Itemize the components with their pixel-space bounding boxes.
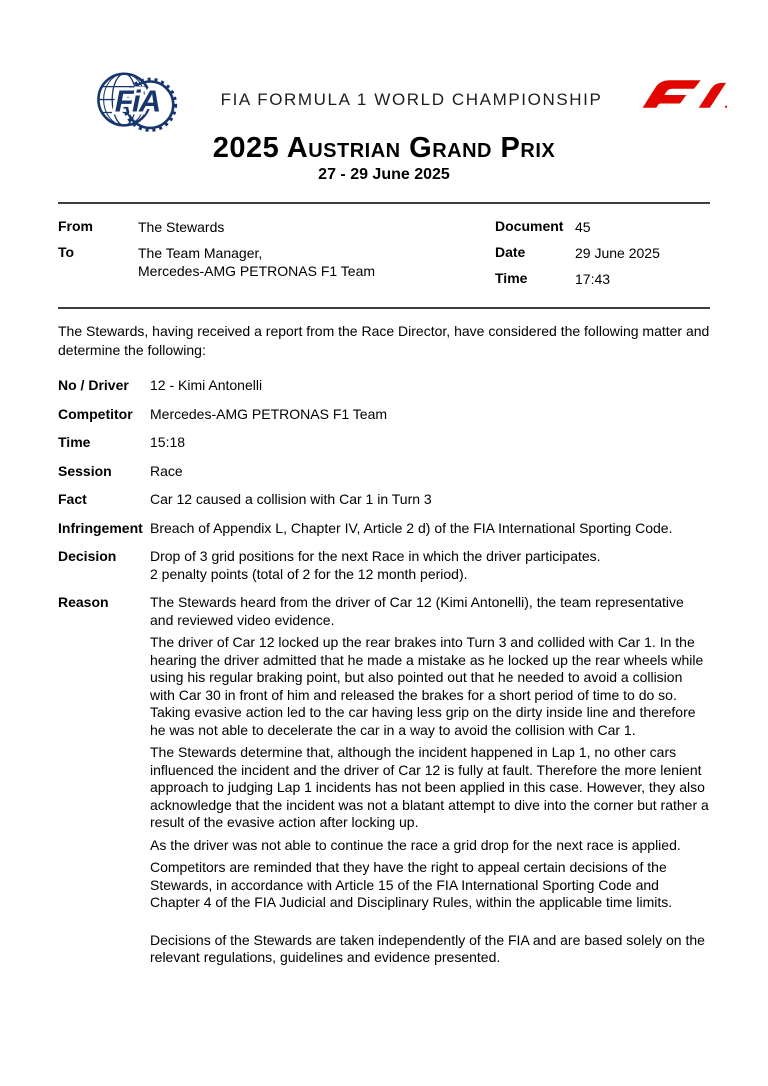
session-value: Race: [150, 462, 183, 479]
championship-title: FIA FORMULA 1 WORLD CHAMPIONSHIP: [220, 90, 603, 110]
document-body: [0, 202, 768, 972]
field-session: [58, 463, 710, 481]
infringement-label: Infringement: [58, 519, 143, 536]
fact-label: Fact: [58, 491, 87, 507]
competitor-label: Competitor: [58, 405, 133, 422]
to-value: [138, 244, 495, 280]
fia-logo-icon: [95, 65, 181, 146]
decision-line1: Drop of 3 grid positions for the next Race in which the driver participates.: [150, 548, 601, 564]
meta-table-left: [58, 218, 495, 288]
to-value-line2: Mercedes-AMG PETRONAS F1 Team: [138, 263, 376, 279]
time-label: Time: [495, 270, 528, 286]
reason-paragraph-5: Competitors are reminded that they have the right to appeal certain decisions of the Stewards, in accordance with Article 15 of the FIA International Sporting Code and Chapter 4 of the FIA Judicial and Disciplinary Rules, within the applicable time limits.: [150, 859, 673, 910]
event-title: 2025 Austrian Grand Prix: [212, 132, 556, 164]
field-time: [58, 434, 710, 452]
decision-label: Decision: [58, 548, 117, 564]
document-header: [0, 0, 768, 150]
reason-paragraph-1: The Stewards heard from the driver of Car 12 (Kimi Antonelli), the team representative and reviewed video evidence.: [150, 594, 684, 628]
decision-line2: 2 penalty points (total of 2 for the 12 month period).: [150, 565, 468, 582]
reason-label: Reason: [58, 594, 109, 610]
field-infringement: [58, 520, 710, 538]
infringement-value: Breach of Appendix L, Chapter IV, Article 2 d) of the FIA International Sporting Code.: [150, 519, 673, 536]
meta-row-time: [495, 270, 710, 288]
f1-logo-icon: [642, 79, 728, 114]
decision-value: [150, 548, 710, 583]
document-label: Document: [495, 218, 564, 234]
meta-row-to: [58, 244, 495, 280]
meta-row-from: [58, 218, 495, 236]
meta-row-date: [495, 244, 710, 262]
session-label: Session: [58, 462, 112, 479]
date-value: 29 June 2025: [575, 245, 660, 261]
from-value: The Stewards: [138, 219, 225, 235]
decision-fields: [58, 377, 710, 972]
field-competitor: [58, 406, 710, 424]
field-decision: [58, 548, 710, 583]
document-value: 45: [575, 219, 591, 235]
competitor-value: Mercedes-AMG PETRONAS F1 Team: [150, 405, 388, 422]
intro-paragraph: The Stewards, having received a report from the Race Director, have considered the following matter and determine the following:: [58, 323, 710, 358]
reason-paragraph-2: The driver of Car 12 locked up the rear brakes into Turn 3 and collided with Car 1. In the hearing the driver admitted that he made a mistake as he locked up the rear wheels while using his regular braking point, but also pointed out that he needed to avoid a collision with Car 30 in front of him and released the brakes for a short period of time to do so. Taking evasive action led to the car having less grip on the dirty inside line and therefore he was not able to decelerate the car in a way to avoid the collision with Car 1.: [150, 634, 704, 738]
meta-table: [58, 202, 710, 309]
no-driver-value: 12 - Kimi Antonelli: [150, 377, 263, 393]
meta-table-right: [495, 218, 710, 288]
time-field-label: Time: [58, 434, 91, 450]
fact-value: Car 12 caused a collision with Car 1 in Turn 3: [150, 491, 432, 507]
date-label: Date: [495, 244, 526, 260]
field-no-driver: [58, 377, 710, 395]
no-driver-label: No / Driver: [58, 377, 129, 393]
time-field-value: 15:18: [150, 434, 186, 450]
field-fact: [58, 491, 710, 509]
reason-paragraph-3: The Stewards determine that, although the incident happened in Lap 1, no other cars influenced the incident and the driver of Car 12 is fully at fault. Therefore the more lenient approach to judging Lap 1 incidents has not been applied in this case. However, they also acknowledge that the incident was not a blatant attempt to dive into the corner but rather a result of the evasive action after locking up.: [150, 744, 709, 830]
event-dates: 27 - 29 June 2025: [318, 166, 450, 183]
field-reason: [58, 594, 710, 972]
reason-paragraph-4: As the driver was not able to continue the race a grid drop for the next race is applied.: [150, 836, 681, 853]
to-label: To: [58, 244, 75, 260]
meta-row-document: [495, 218, 710, 236]
svg-text:FiA: FiA: [114, 83, 160, 119]
reason-paragraph-6: Decisions of the Stewards are taken independently of the FIA and are based solely on the relevant regulations, guidelines and evidence presented.: [150, 931, 705, 965]
to-value-line1: The Team Manager,: [138, 245, 263, 261]
from-label: From: [58, 218, 93, 234]
time-value: 17:43: [575, 271, 611, 287]
reason-value: [150, 594, 710, 972]
